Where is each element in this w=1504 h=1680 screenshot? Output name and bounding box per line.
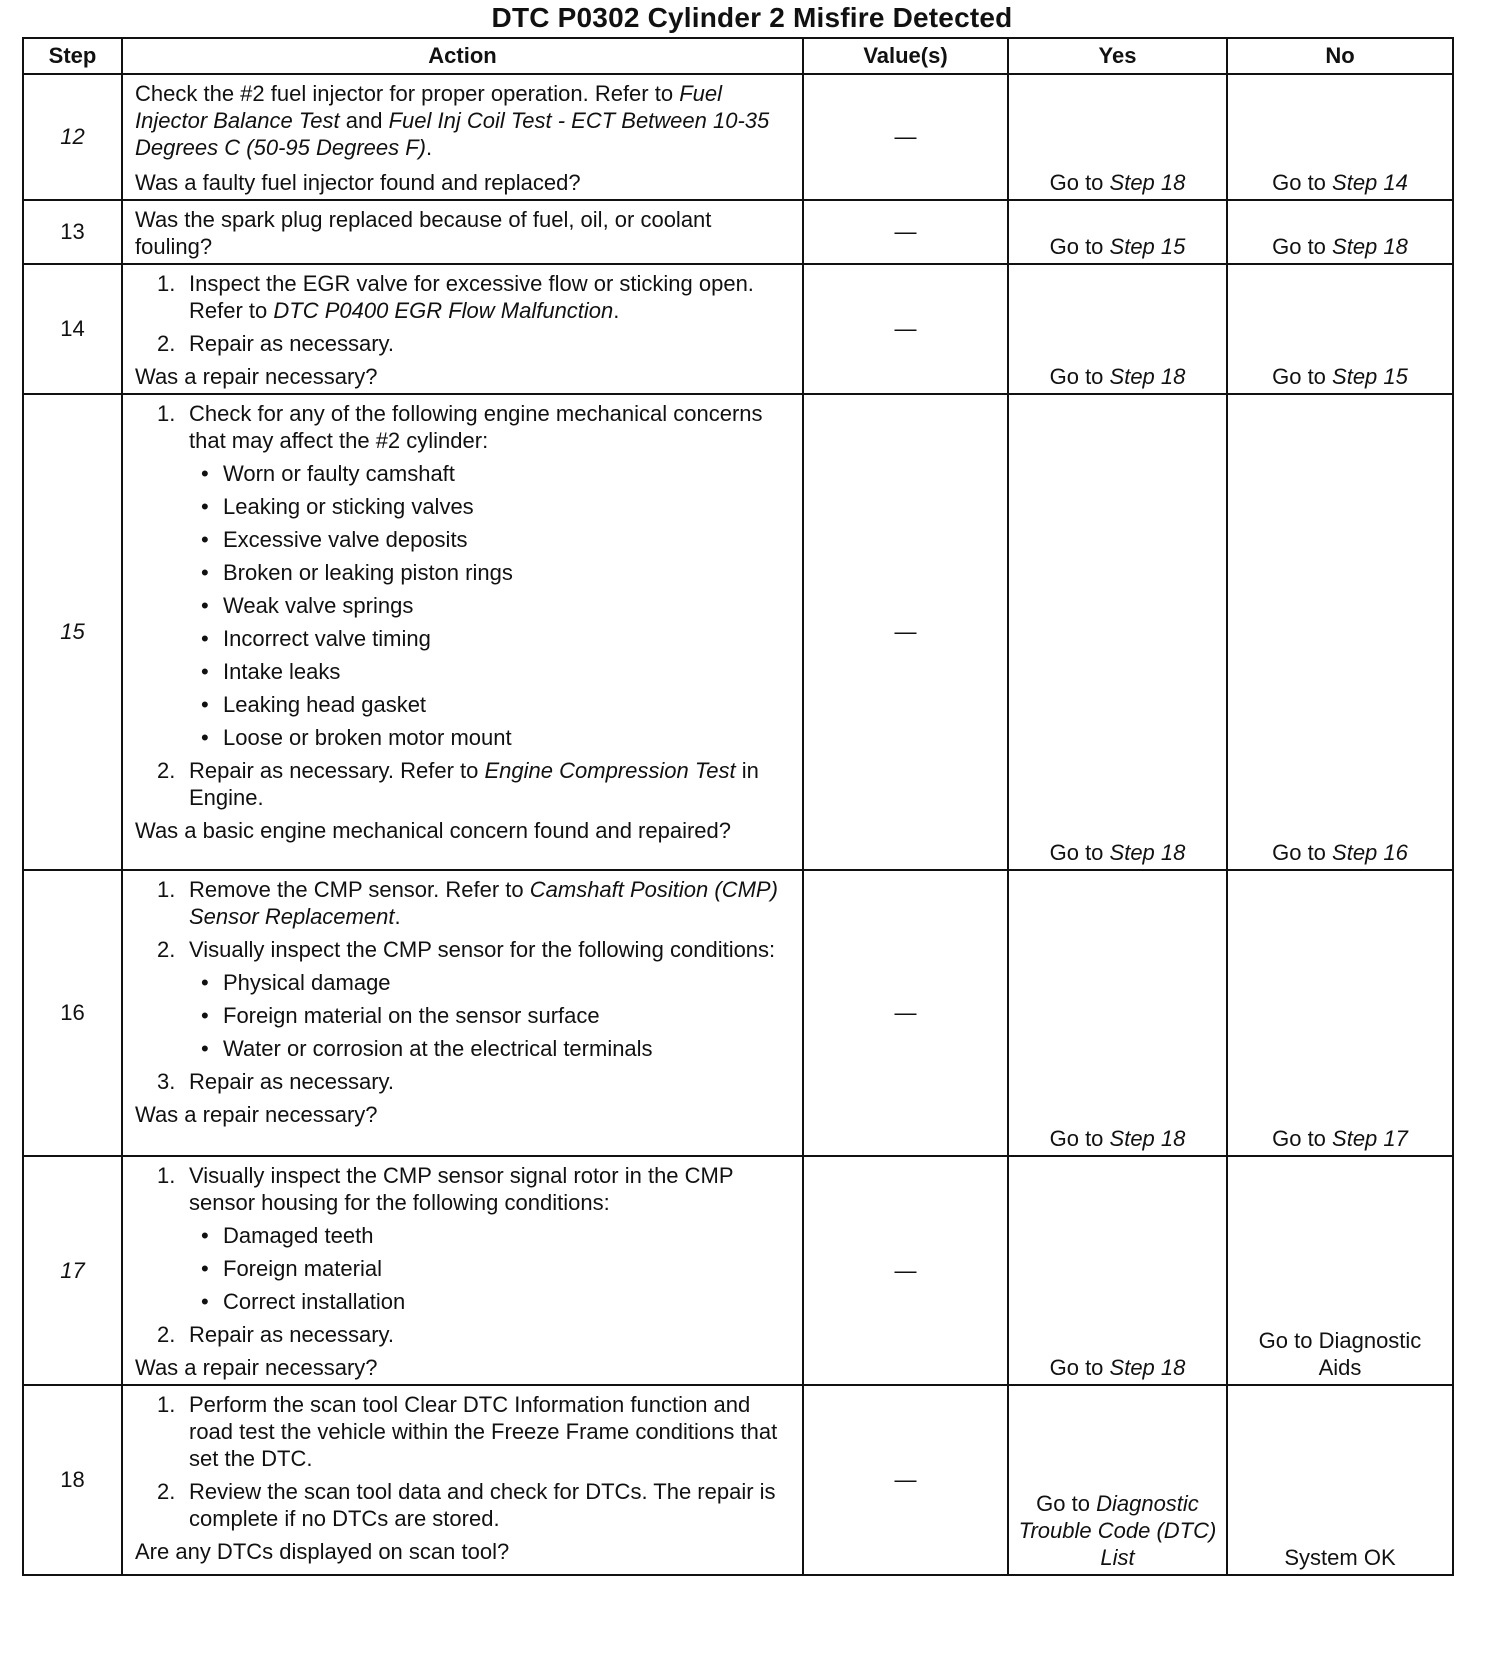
condition-text: Worn or faulty camshaft <box>223 461 455 486</box>
action-step-item <box>135 757 794 811</box>
header-action: Action <box>122 38 803 74</box>
bullet: • <box>201 527 209 552</box>
reference-link: Engine Compression Test <box>484 758 736 783</box>
goto-ref: Step 18 <box>1109 170 1186 195</box>
action-cell <box>122 74 803 200</box>
goto-text: Go to Diagnostic Aids <box>1258 1328 1422 1380</box>
value-cell: — <box>803 200 1008 264</box>
value-cell: — <box>803 264 1008 394</box>
goto-ref: Step 17 <box>1332 1126 1408 1151</box>
no-cell <box>1227 870 1453 1156</box>
list-item <box>189 691 794 718</box>
instruction-text: Review the scan tool data and check for DTCs. The repair is complete if no DTCs are stored. <box>189 1479 776 1531</box>
action-question: Was a basic engine mechanical concern found and repaired? <box>135 818 731 843</box>
action-steps <box>135 1391 794 1532</box>
list-item <box>189 1255 794 1282</box>
action-step-item <box>135 1391 794 1472</box>
condition-text: Incorrect valve timing <box>223 626 431 651</box>
yes-cell <box>1008 1385 1227 1575</box>
condition-text: Excessive valve deposits <box>223 527 468 552</box>
no-cell <box>1227 394 1453 870</box>
goto-text: Go to <box>1049 1355 1110 1380</box>
yes-cell <box>1008 200 1227 264</box>
list-item <box>189 625 794 652</box>
instruction-text: Check for any of the following engine mechanical concerns that may affect the #2 cylinder: <box>189 401 763 453</box>
action-cell <box>122 1156 803 1385</box>
goto-text: Go to <box>1272 364 1333 389</box>
step-number: 12 <box>23 74 122 200</box>
condition-list <box>189 460 794 751</box>
value-cell: — <box>803 1156 1008 1385</box>
list-number: 1. <box>157 1163 176 1188</box>
condition-text: Physical damage <box>223 970 391 995</box>
list-item <box>189 526 794 553</box>
instruction-text: Inspect the EGR valve for excessive flow or sticking open. Refer to <box>189 271 754 323</box>
condition-text: Intake leaks <box>223 659 341 684</box>
goto-ref: Diagnostic Trouble Code (DTC) List <box>1018 1491 1217 1570</box>
bullet: • <box>201 692 209 717</box>
list-number: 3. <box>157 1069 176 1094</box>
goto-text: Go to <box>1272 840 1333 865</box>
goto-text: Go to <box>1049 234 1110 259</box>
bullet: • <box>201 461 209 486</box>
goto-ref: Step 18 <box>1109 364 1186 389</box>
condition-text: Foreign material <box>223 1256 382 1281</box>
action-step-item <box>135 330 794 357</box>
action-cell <box>122 394 803 870</box>
list-item <box>189 1222 794 1249</box>
header-no: No <box>1227 38 1453 74</box>
instruction-text: Visually inspect the CMP sensor for the following conditions: <box>189 937 776 962</box>
yes-cell <box>1008 74 1227 200</box>
action-step-item <box>135 270 794 324</box>
goto-ref: Step 15 <box>1332 364 1408 389</box>
step-number: 17 <box>23 1156 122 1385</box>
header-step: Step <box>23 38 122 74</box>
goto-ref: Step 14 <box>1332 170 1408 195</box>
bullet: • <box>201 970 209 995</box>
no-cell <box>1227 264 1453 394</box>
condition-text: Weak valve springs <box>223 593 414 618</box>
value-cell: — <box>803 394 1008 870</box>
bullet: • <box>201 494 209 519</box>
header-values: Value(s) <box>803 38 1008 74</box>
action-step-item <box>135 876 794 930</box>
goto-text: Go to <box>1036 1491 1097 1516</box>
action-question: Was a repair necessary? <box>135 364 378 389</box>
action-step-item <box>135 936 794 1062</box>
condition-text: Leaking head gasket <box>223 692 427 717</box>
action-question: Are any DTCs displayed on scan tool? <box>135 1539 510 1564</box>
list-item <box>189 559 794 586</box>
table-row <box>23 394 1453 870</box>
reference-link: DTC P0400 EGR Flow Malfunction <box>273 298 614 323</box>
goto-text: Go to <box>1049 1126 1110 1151</box>
value-cell: — <box>803 74 1008 200</box>
list-item <box>189 592 794 619</box>
list-item <box>189 1288 794 1315</box>
action-steps <box>135 1162 794 1348</box>
condition-text: Water or corrosion at the electrical terminals <box>223 1036 653 1061</box>
bullet: • <box>201 1036 209 1061</box>
bullet: • <box>201 560 209 585</box>
condition-list <box>189 969 794 1062</box>
yes-cell <box>1008 870 1227 1156</box>
action-step-item <box>135 400 794 751</box>
action-cell <box>122 264 803 394</box>
action-step-item <box>135 1478 794 1532</box>
instruction-text: . <box>426 135 433 160</box>
condition-text: Damaged teeth <box>223 1223 374 1248</box>
goto-text: Go to <box>1272 170 1333 195</box>
action-instruction <box>135 80 794 161</box>
action-steps <box>135 400 794 811</box>
table-row <box>23 1156 1453 1385</box>
goto-ref: Step 18 <box>1109 840 1186 865</box>
action-cell <box>122 1385 803 1575</box>
value-cell: — <box>803 870 1008 1156</box>
list-item <box>189 1035 794 1062</box>
step-number: 13 <box>23 200 122 264</box>
goto-text: Go to <box>1049 840 1110 865</box>
no-cell <box>1227 200 1453 264</box>
action-cell <box>122 200 803 264</box>
instruction-text: Repair as necessary. Refer to <box>189 758 485 783</box>
action-question: Was a repair necessary? <box>135 1355 378 1380</box>
bullet: • <box>201 1256 209 1281</box>
bullet: • <box>201 1003 209 1028</box>
step-number: 14 <box>23 264 122 394</box>
instruction-text: Repair as necessary. <box>189 1322 395 1347</box>
bullet: • <box>201 1289 209 1314</box>
no-cell <box>1227 1385 1453 1575</box>
goto-ref: Step 18 <box>1109 1126 1186 1151</box>
list-number: 1. <box>157 271 176 296</box>
bullet: • <box>201 593 209 618</box>
page-title: DTC P0302 Cylinder 2 Misfire Detected <box>491 2 1013 33</box>
list-number: 2. <box>157 758 176 783</box>
step-number: 18 <box>23 1385 122 1575</box>
goto-ref: Step 15 <box>1109 234 1186 259</box>
bullet: • <box>201 626 209 651</box>
yes-cell <box>1008 394 1227 870</box>
goto-ref: Step 18 <box>1109 1355 1186 1380</box>
table-header-row <box>23 38 1453 74</box>
list-number: 2. <box>157 1322 176 1347</box>
list-item <box>189 460 794 487</box>
instruction-text: and <box>339 108 389 133</box>
instruction-text: Repair as necessary. <box>189 1069 395 1094</box>
list-number: 1. <box>157 1392 176 1417</box>
goto-ref: Step 18 <box>1332 234 1408 259</box>
reference-link: Camshaft Position (CMP) Sensor Replacement <box>189 877 778 929</box>
instruction-text: Remove the CMP sensor. Refer to <box>189 877 530 902</box>
instruction-text: . <box>394 904 401 929</box>
action-cell <box>122 870 803 1156</box>
bullet: • <box>201 659 209 684</box>
condition-text: Correct installation <box>223 1289 406 1314</box>
list-item <box>189 724 794 751</box>
instruction-text: Perform the scan tool Clear DTC Information function and road test the vehicle within the Freeze Frame conditions that set the DTC. <box>189 1392 778 1471</box>
condition-list <box>189 1222 794 1315</box>
no-cell <box>1227 1156 1453 1385</box>
instruction-text: in Engine. <box>189 758 759 810</box>
list-number: 2. <box>157 1479 176 1504</box>
instruction-text: . <box>613 298 620 323</box>
list-item <box>189 1002 794 1029</box>
goto-text: Go to <box>1272 1126 1333 1151</box>
goto-text: System OK <box>1284 1545 1396 1570</box>
condition-text: Foreign material on the sensor surface <box>223 1003 600 1028</box>
condition-text: Leaking or sticking valves <box>223 494 474 519</box>
step-number: 15 <box>23 394 122 870</box>
action-steps <box>135 876 794 1095</box>
goto-ref: Step 16 <box>1332 840 1408 865</box>
goto-text: Go to <box>1049 170 1110 195</box>
instruction-text: Repair as necessary. <box>189 331 395 356</box>
condition-text: Broken or leaking piston rings <box>223 560 513 585</box>
header-yes: Yes <box>1008 38 1227 74</box>
action-step-item <box>135 1162 794 1315</box>
diagnostic-table <box>22 37 1454 1576</box>
list-item <box>189 658 794 685</box>
instruction-text: Check the #2 fuel injector for proper operation. Refer to <box>135 81 680 106</box>
action-steps <box>135 270 794 357</box>
table-row <box>23 200 1453 264</box>
bullet: • <box>201 1223 209 1248</box>
value-cell: — <box>803 1385 1008 1575</box>
table-row <box>23 264 1453 394</box>
action-step-item <box>135 1068 794 1095</box>
list-number: 2. <box>157 937 176 962</box>
step-number: 16 <box>23 870 122 1156</box>
list-number: 1. <box>157 877 176 902</box>
reference-link: Fuel Injector Balance Test <box>135 81 722 133</box>
list-item <box>189 969 794 996</box>
reference-link: Fuel Inj Coil Test - ECT Between 10-35 Degrees C (50-95 Degrees F) <box>135 108 770 160</box>
action-question: Was a repair necessary? <box>135 1102 378 1127</box>
yes-cell <box>1008 264 1227 394</box>
yes-cell <box>1008 1156 1227 1385</box>
goto-text: Go to <box>1049 364 1110 389</box>
list-number: 2. <box>157 331 176 356</box>
table-row <box>23 870 1453 1156</box>
list-number: 1. <box>157 401 176 426</box>
instruction-text: Visually inspect the CMP sensor signal rotor in the CMP sensor housing for the following conditions: <box>189 1163 734 1215</box>
condition-text: Loose or broken motor mount <box>223 725 512 750</box>
action-question: Was the spark plug replaced because of fuel, oil, or coolant fouling? <box>135 207 712 259</box>
action-step-item <box>135 1321 794 1348</box>
no-cell <box>1227 74 1453 200</box>
action-question: Was a faulty fuel injector found and replaced? <box>135 170 581 195</box>
table-row <box>23 1385 1453 1575</box>
goto-text: Go to <box>1272 234 1333 259</box>
list-item <box>189 493 794 520</box>
table-row <box>23 74 1453 200</box>
bullet: • <box>201 725 209 750</box>
